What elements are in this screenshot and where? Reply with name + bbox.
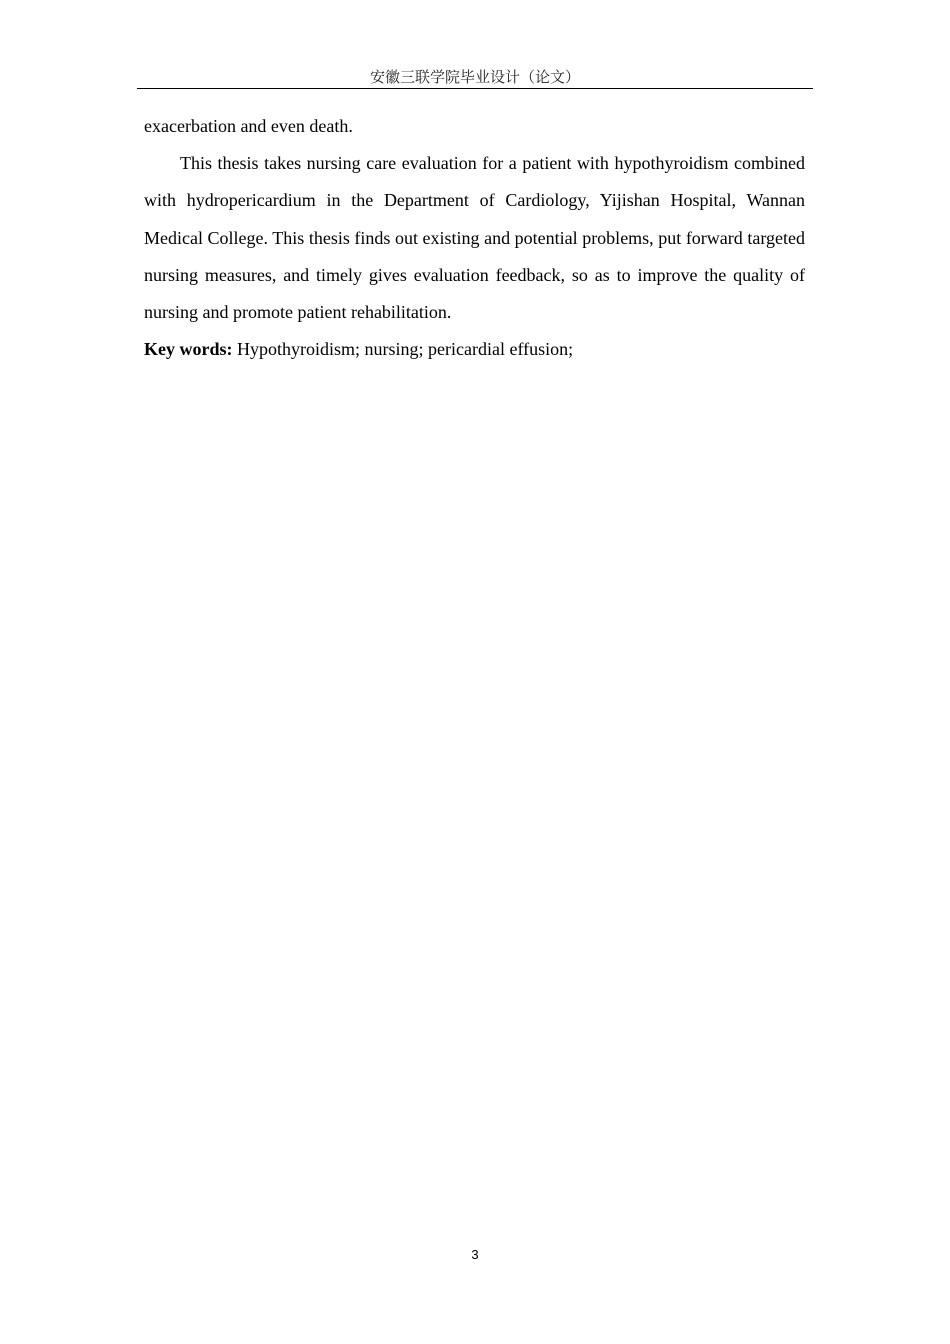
page-number: 3: [471, 1247, 479, 1262]
paragraph-thesis-summary: This thesis takes nursing care evaluation for a patient with hypothyroidism combined with hydropericardium in the Department of Cardiology, Yijishan Hospital, Wannan Medical College. This thesis finds out existing and potential problems, put forward targeted nursing measures, and timely gives evaluation feedback, so as to improve the quality of nursing and promote patient rehabilitation.: [144, 153, 805, 323]
header-title: 安徽三联学院毕业设计（论文）: [369, 68, 580, 86]
document-body: [144, 108, 805, 368]
keywords-line: [144, 331, 805, 368]
paragraph-continuation: exacerbation and even death.: [144, 116, 353, 136]
page-header: [137, 66, 813, 89]
keywords-text: Hypothyroidism; nursing; pericardial effusion;: [232, 339, 574, 360]
keywords-label: Key words:: [144, 339, 233, 360]
